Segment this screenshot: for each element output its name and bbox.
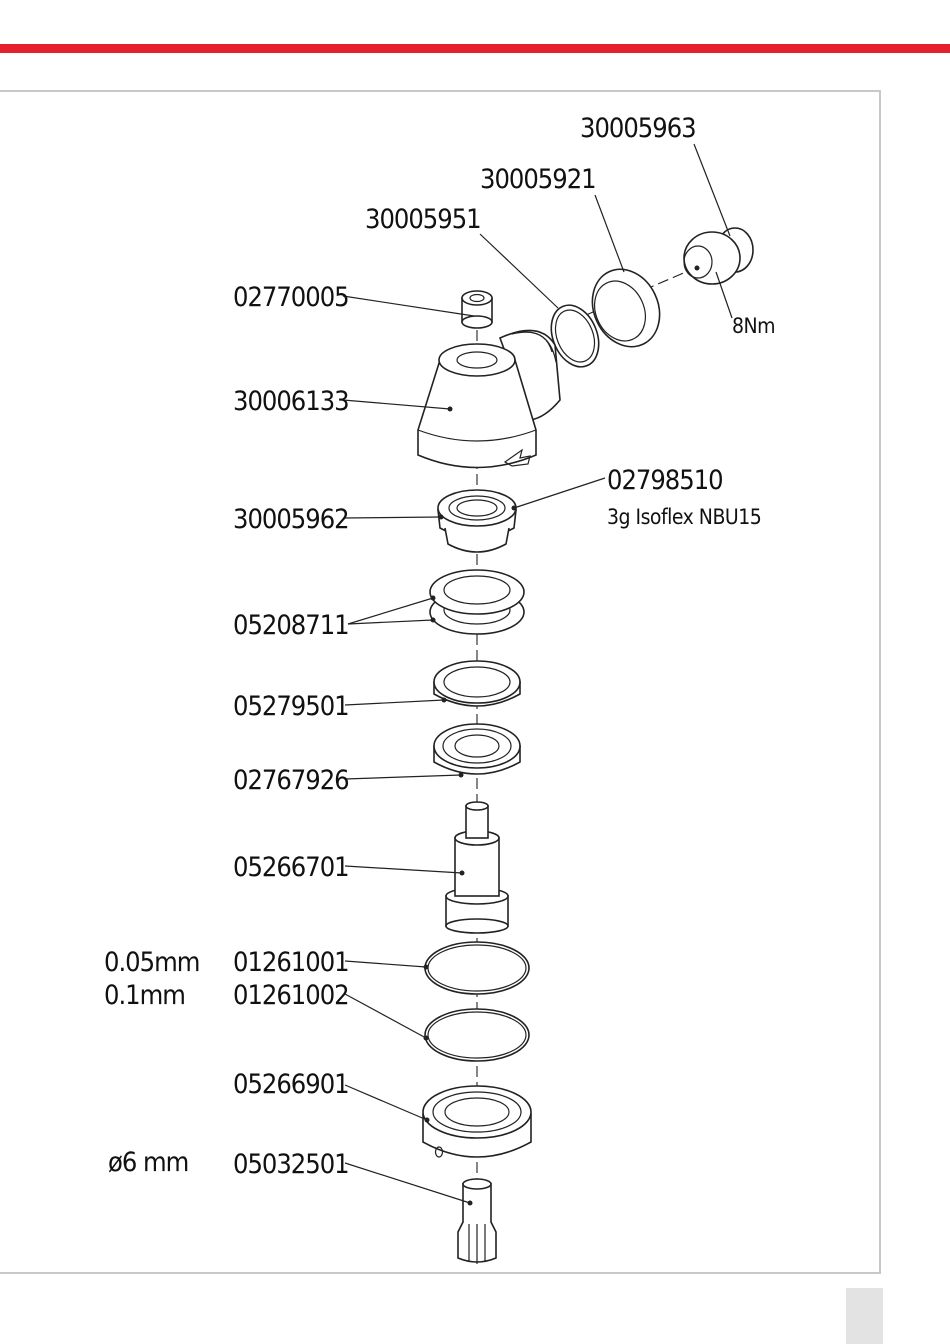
label-02798510: 02798510: [607, 465, 723, 496]
label-05266701: 05266701: [233, 852, 349, 883]
label-01261001: 01261001: [233, 947, 349, 978]
part-02767926-ball-bearing: [434, 724, 520, 778]
part-30005962-bearing-housing: [438, 490, 517, 552]
shim-thickness-1: 0.05mm: [104, 947, 200, 978]
part-05208711-disc-springs: [430, 570, 524, 634]
part-01261001-shim: [424, 942, 530, 994]
label-01261002: 01261002: [233, 980, 349, 1011]
label-30005951: 30005951: [365, 204, 481, 235]
part-30006133-housing: [418, 330, 560, 467]
label-05279501: 05279501: [233, 691, 349, 722]
label-30005963: 30005963: [580, 113, 696, 144]
leader-lines: [343, 144, 732, 1203]
part-05266701-spindle: [446, 802, 508, 933]
part-01261002-shim: [424, 1009, 530, 1061]
part-05279501-spacer: [434, 661, 520, 706]
label-02770005: 02770005: [233, 282, 349, 313]
label-30005962: 30005962: [233, 504, 349, 535]
label-02767926: 02767926: [233, 765, 349, 796]
part-05032501-collet: [458, 1179, 496, 1264]
collet-size-note: ø6 mm: [108, 1147, 189, 1178]
label-05208711: 05208711: [233, 610, 349, 641]
part-05266901-clamp-nut: [423, 1086, 531, 1157]
part-30005963-nut: [684, 228, 753, 284]
label-05032501: 05032501: [233, 1149, 349, 1180]
label-05266901: 05266901: [233, 1069, 349, 1100]
part-02770005-bushing: [462, 291, 492, 328]
torque-note: 8Nm: [732, 314, 776, 338]
grease-note: 3g Isoflex NBU15: [607, 505, 762, 529]
shim-thickness-2: 0.1mm: [104, 980, 185, 1011]
label-30005921: 30005921: [480, 164, 596, 195]
label-30006133: 30006133: [233, 386, 349, 417]
